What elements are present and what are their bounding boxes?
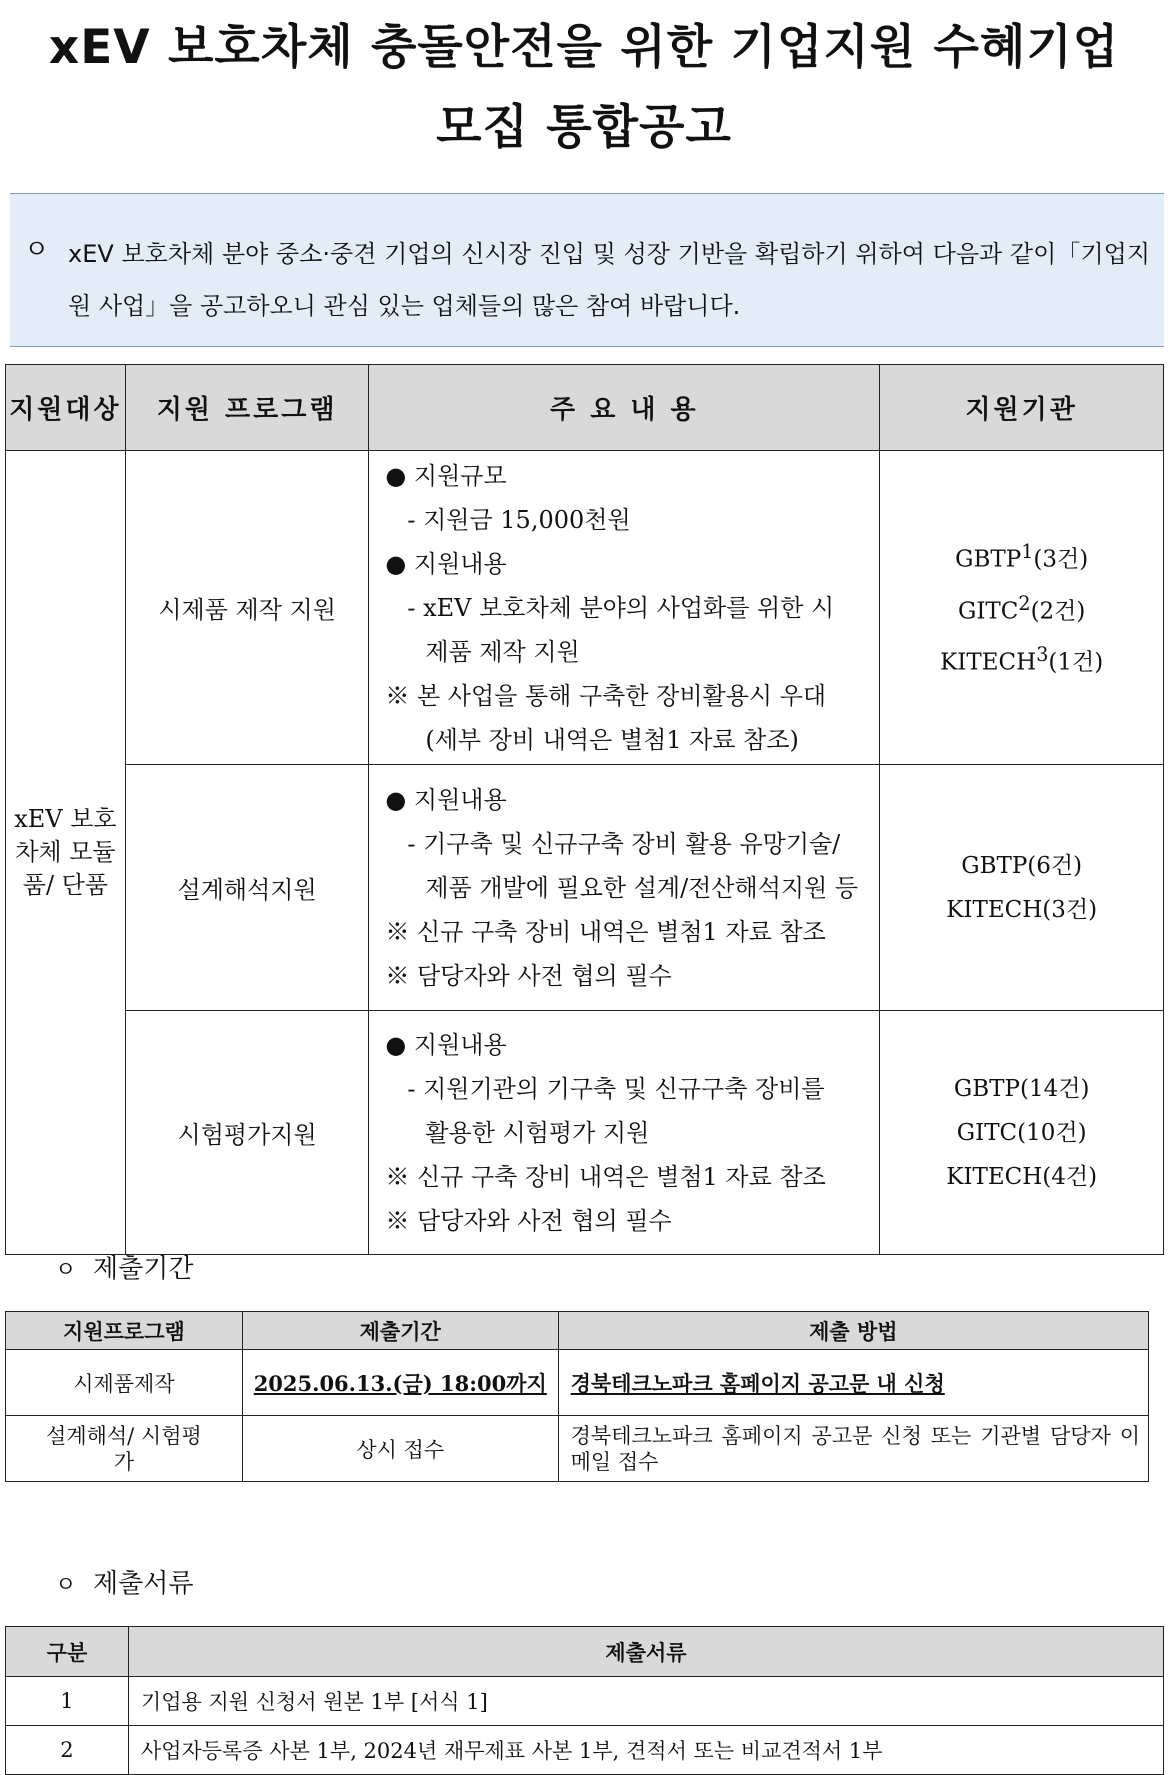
content-line: - 지원금 15,000천원 bbox=[407, 505, 631, 534]
header-doc: 제출서류 bbox=[128, 1627, 1163, 1677]
section-submission-period bbox=[55, 1248, 193, 1285]
content-line: ※ 담당자와 사전 협의 필수 bbox=[385, 1206, 672, 1235]
program-content bbox=[369, 451, 880, 765]
doc-name: 기업용 지원 신청서 원본 1부 [서식 1] bbox=[128, 1677, 1163, 1726]
support-program-table bbox=[5, 364, 1164, 1255]
org-entry: GBTP(6건) bbox=[961, 852, 1083, 879]
title-line-2: 모집 통합공고 bbox=[436, 100, 732, 155]
period-method: 경북테크노파크 홈페이지 공고문 내 신청 bbox=[558, 1350, 1148, 1416]
period-deadline: 상시 접수 bbox=[242, 1416, 558, 1482]
content-line: ※ 담당자와 사전 협의 필수 bbox=[385, 961, 672, 990]
period-program: 설계해석/ 시험평가 bbox=[6, 1416, 243, 1482]
support-orgs bbox=[880, 765, 1164, 1011]
program-name: 시제품 제작 지원 bbox=[125, 451, 369, 765]
content-line: ※ 본 사업을 통해 구축한 장비활용시 우대 bbox=[385, 681, 827, 710]
org-entry: GBTP$^1$(3건) bbox=[955, 540, 1089, 573]
content-line: - 기구축 및 신규구축 장비 활용 유망기술/ bbox=[407, 829, 841, 858]
section-bullet: ㅇ bbox=[55, 1573, 77, 1598]
docs-table-header bbox=[6, 1627, 1164, 1677]
org-entry: GITC(10건) bbox=[956, 1119, 1087, 1146]
content-line: ※ 신규 구축 장비 내역은 별첨1 자료 참조 bbox=[385, 1162, 826, 1191]
header-target: 지원대상 bbox=[6, 365, 126, 451]
table-row bbox=[6, 451, 1164, 765]
support-table-header bbox=[6, 365, 1164, 451]
content-line: - xEV 보호차체 분야의 사업화를 위한 시 bbox=[407, 593, 835, 622]
section-heading: 제출기간 bbox=[93, 1254, 194, 1284]
table-row bbox=[6, 1011, 1164, 1255]
intro-box bbox=[10, 193, 1164, 347]
header-program: 지원프로그램 bbox=[6, 1312, 243, 1350]
org-entry: KITECH$^3$(1건) bbox=[940, 643, 1104, 676]
content-line: 활용한 시험평가 지원 bbox=[425, 1118, 650, 1147]
period-method: 경북테크노파크 홈페이지 공고문 신청 또는 기관별 담당자 이메일 접수 bbox=[558, 1416, 1148, 1482]
period-deadline: 2025.06.13.(금) 18:00까지 bbox=[242, 1350, 558, 1416]
program-content bbox=[369, 765, 880, 1011]
content-line: ● 지원내용 bbox=[385, 1030, 507, 1059]
header-method: 제출 방법 bbox=[558, 1312, 1148, 1350]
content-line: ● 지원내용 bbox=[385, 785, 507, 814]
org-entry: GBTP(14건) bbox=[953, 1075, 1090, 1102]
submission-period-table bbox=[5, 1311, 1149, 1482]
table-row bbox=[6, 1726, 1164, 1775]
org-entry: KITECH(3건) bbox=[946, 896, 1098, 923]
content-line: (세부 장비 내역은 별첨1 자료 참조) bbox=[425, 725, 799, 754]
program-content bbox=[369, 1011, 880, 1255]
table-row bbox=[6, 1350, 1149, 1416]
table-row bbox=[6, 1677, 1164, 1726]
period-program: 시제품제작 bbox=[6, 1350, 243, 1416]
header-period: 제출기간 bbox=[242, 1312, 558, 1350]
section-heading: 제출서류 bbox=[93, 1569, 194, 1599]
header-content: 주 요 내 용 bbox=[369, 365, 880, 451]
header-program: 지원 프로그램 bbox=[125, 365, 369, 451]
doc-no: 1 bbox=[6, 1677, 129, 1726]
intro-text: xEV 보호차체 분야 중소·중견 기업의 신시장 진입 및 성장 기반을 확립하기 위하여 다음과 같이「기업지원 사업」을 공고하오니 관심 있는 업체들의 많은 참여 바랍니다. bbox=[68, 240, 1150, 320]
org-entry: KITECH(4건) bbox=[946, 1163, 1098, 1190]
content-line: ● 지원내용 bbox=[385, 549, 507, 578]
content-line: ※ 신규 구축 장비 내역은 별첨1 자료 참조 bbox=[385, 917, 826, 946]
table-row bbox=[6, 765, 1164, 1011]
org-entry: GITC$^2$(2건) bbox=[957, 591, 1086, 625]
period-table-header bbox=[6, 1312, 1149, 1350]
section-submission-docs bbox=[55, 1563, 193, 1600]
content-line: 제품 개발에 필요한 설계/전산해석지원 등 bbox=[425, 873, 859, 902]
doc-no: 2 bbox=[6, 1726, 129, 1775]
content-line: - 지원기관의 기구축 및 신규구축 장비를 bbox=[407, 1074, 825, 1103]
support-target: xEV 보호차체 모듈품/ 단품 bbox=[6, 451, 126, 1255]
submission-docs-table bbox=[5, 1626, 1164, 1775]
program-name: 설계해석지원 bbox=[125, 765, 369, 1011]
content-line: 제품 제작 지원 bbox=[425, 637, 580, 666]
doc-name: 사업자등록증 사본 1부, 2024년 재무제표 사본 1부, 견적서 또는 비교견적서 1부 bbox=[128, 1726, 1163, 1775]
intro-bullet: ㅇ bbox=[24, 235, 50, 265]
support-orgs bbox=[880, 451, 1164, 765]
header-no: 구분 bbox=[6, 1627, 129, 1677]
section-bullet: ㅇ bbox=[55, 1258, 77, 1283]
document-title bbox=[0, 8, 1168, 168]
support-orgs bbox=[880, 1011, 1164, 1255]
program-name: 시험평가지원 bbox=[125, 1011, 369, 1255]
table-row bbox=[6, 1416, 1149, 1482]
header-org: 지원기관 bbox=[880, 365, 1164, 451]
content-line: ● 지원규모 bbox=[385, 461, 507, 490]
title-line-1: xEV 보호차체 충돌안전을 위한 기업지원 수혜기업 bbox=[48, 20, 1120, 75]
